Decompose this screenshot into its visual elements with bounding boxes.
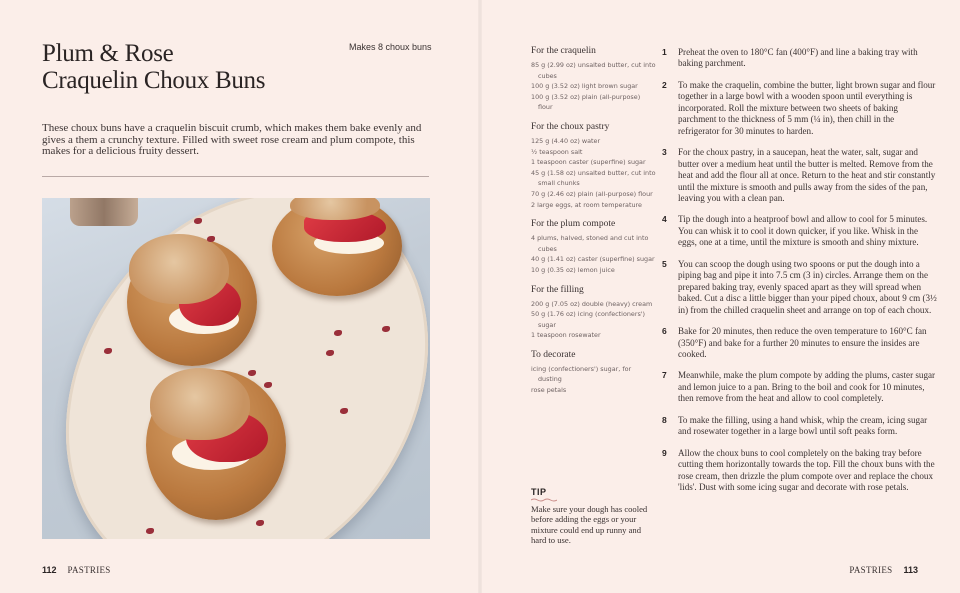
ingredient-item: 2 large eggs, at room temperature [531, 200, 642, 209]
choux-bun-1 [127, 238, 257, 366]
title-line-2: Craquelin Choux Buns [42, 67, 266, 94]
ingredient-group-plum-compote [531, 219, 656, 275]
section-name: PASTRIES [67, 565, 111, 575]
step-text: Bake for 20 minutes, then reduce the oven temperature to 160°C fan (350°F) and bake for a further 20 minutes to ensure the insides are cooked. [678, 326, 927, 359]
step-number: 4 [662, 214, 667, 225]
page-number: 112 [42, 565, 57, 575]
method-step [662, 214, 937, 248]
section-name: PASTRIES [849, 565, 893, 575]
ingredient-item: 45 g (1.58 oz) unsalted butter, cut into small chunks [531, 168, 656, 188]
method-step [662, 326, 937, 360]
ingredient-item: 4 plums, halved, stoned and cut into cubes [531, 234, 649, 253]
rose-petal [382, 326, 390, 332]
ingredient-item: 100 g (3.52 oz) plain (all-purpose) flour [531, 92, 641, 112]
ingredient-item: rose petals [531, 386, 567, 395]
step-number: 6 [662, 326, 667, 337]
ingredient-item: icing (confectioners') sugar, for dusting [531, 364, 632, 384]
ingredient-group-heading: For the plum compote [531, 219, 616, 230]
ingredient-group-heading: To decorate [531, 349, 576, 360]
step-text: Meanwhile, make the plum compote by adding the plums, caster sugar and lemon juice to a pan. Bring to the boil and cook for 10 minutes, then remove from the heat and allow to cool completely. [678, 370, 936, 404]
step-text: Tip the dough into a heatproof bowl and allow to cool for 5 minutes. You can whisk it to cool it down quicker, if you like. Whisk in the eggs, one at a time, until the mixture is smooth and shiny mixture. [678, 214, 928, 248]
wave-divider-icon [531, 498, 557, 502]
title-line-1: Plum & Rose [42, 40, 174, 67]
step-text: To make the craquelin, combine the butter, light brown sugar and flour together in a large bowl with a wooden spoon until everything is incorporated. Roll the mixture between two sheets of baking parchment to the thickness of 5 mm (¼ in), then chill in the refrigerator for 30 minutes to harden. [678, 79, 936, 136]
tip-box [531, 487, 656, 546]
step-text: For the choux pastry, in a saucepan, heat the water, salt, sugar and butter over a medium heat until the butter is melted. Remove from the heat and add the flour all at once. Return to the heat and stir constantly until the mixture is smooth and pulls away from the sides of the pan, leaving you with a clean pan. [678, 147, 936, 203]
method-step [662, 448, 937, 494]
rose-petal [104, 348, 112, 354]
ingredient-item: 1 teaspoon caster (superfine) sugar [531, 158, 646, 167]
ingredient-group-heading: For the choux pastry [531, 121, 610, 132]
method-step [662, 370, 937, 404]
rose-petal [194, 218, 202, 224]
tip-text: Make sure your dough has cooled before adding the eggs or your mixture could end up runny and hard to use. [531, 504, 648, 546]
recipe-title [42, 40, 265, 94]
ingredient-group-heading: For the craquelin [531, 46, 596, 56]
method-step [662, 147, 937, 204]
step-text: Preheat the oven to 180°C fan (400°F) and line a baking tray with baking parchment. [678, 47, 918, 69]
left-folio [42, 565, 111, 575]
ingredient-item: 70 g (2.46 oz) plain (all-purpose) flour [531, 189, 653, 198]
ingredient-item: 10 g (0.35 oz) lemon juice [531, 265, 615, 274]
ingredient-item: 125 g (4.40 oz) water [531, 136, 601, 145]
ingredient-group-choux-pastry [531, 122, 656, 210]
step-number: 8 [662, 414, 667, 425]
step-number: 9 [662, 447, 667, 458]
method-step [662, 259, 937, 316]
right-folio [849, 565, 918, 575]
page-number: 113 [903, 565, 918, 575]
rose-petal [207, 236, 215, 242]
recipe-photo [42, 198, 430, 539]
step-number: 1 [662, 47, 667, 57]
step-number: 2 [662, 79, 667, 90]
step-number: 3 [662, 147, 667, 158]
recipe-intro: These choux buns have a craquelin biscuit crumb, which makes them bake evenly and gives a them a crunchy texture. Filled with sweet rose cream and plum compote, this makes for a delicious fruity dessert. [42, 122, 422, 157]
ingredient-item: ½ teaspoon salt [531, 147, 583, 156]
tip-label: TIP [531, 487, 547, 497]
ingredient-group-filling [531, 285, 656, 341]
ingredients-column [531, 46, 656, 405]
ingredient-group-heading: For the filling [531, 284, 584, 295]
ingredient-item: 200 g (7.05 oz) double (heavy) cream [531, 299, 653, 308]
rose-petal [326, 350, 334, 356]
ingredient-item: 85 g (2.99 oz) unsalted butter, cut into cubes [531, 61, 656, 80]
method-step [662, 80, 937, 137]
ingredient-item: 100 g (3.52 oz) light brown sugar [531, 82, 638, 91]
step-text: You can scoop the dough using two spoons or put the dough into a piping bag and pipe it into 7.5 cm (3 in) circles. Arrange them on the prepared baking tray, evenly spaced apart as they will spread when baked. Cut a disc a little bigger than your piped choux, about 9 cm (3½ in) from the chilled craquelin sheet and arrange on top of each choux. [678, 258, 937, 315]
rose-petal [264, 382, 272, 388]
choux-bun-2 [272, 198, 402, 296]
ingredient-item: 40 g (1.41 oz) caster (superfine) sugar [531, 255, 655, 264]
choux-bun-3 [146, 370, 286, 520]
step-text: To make the filling, using a hand whisk, whip the cream, icing sugar and rosewater together in a large bowl until soft peaks form. [678, 414, 928, 437]
method-steps [662, 47, 937, 504]
ingredient-item: 50 g (1.76 oz) icing (confectioners') sugar [531, 310, 646, 329]
ingredient-group-decorate [531, 350, 656, 396]
rose-petal [146, 528, 154, 534]
divider [42, 176, 429, 177]
ingredient-item: 1 teaspoon rosewater [531, 331, 601, 340]
recipe-yield: Makes 8 choux buns [349, 42, 432, 52]
step-number: 7 [662, 370, 667, 381]
method-step [662, 47, 937, 70]
rose-petal [340, 408, 348, 414]
rose-petal [248, 370, 256, 376]
step-number: 5 [662, 258, 667, 269]
rose-petal [334, 330, 342, 336]
drink-glass [70, 198, 138, 226]
rose-petal [256, 520, 264, 526]
ingredient-group-craquelin [531, 46, 656, 113]
method-step [662, 415, 937, 438]
step-text: Allow the choux buns to cool completely on the baking tray before cutting them horizontally towards the top. Fill the choux buns with the rose cream, then drizzle the plum compote over and replace the choux 'lids'. Dust with some icing sugar and decorate with rose petals. [678, 447, 935, 493]
